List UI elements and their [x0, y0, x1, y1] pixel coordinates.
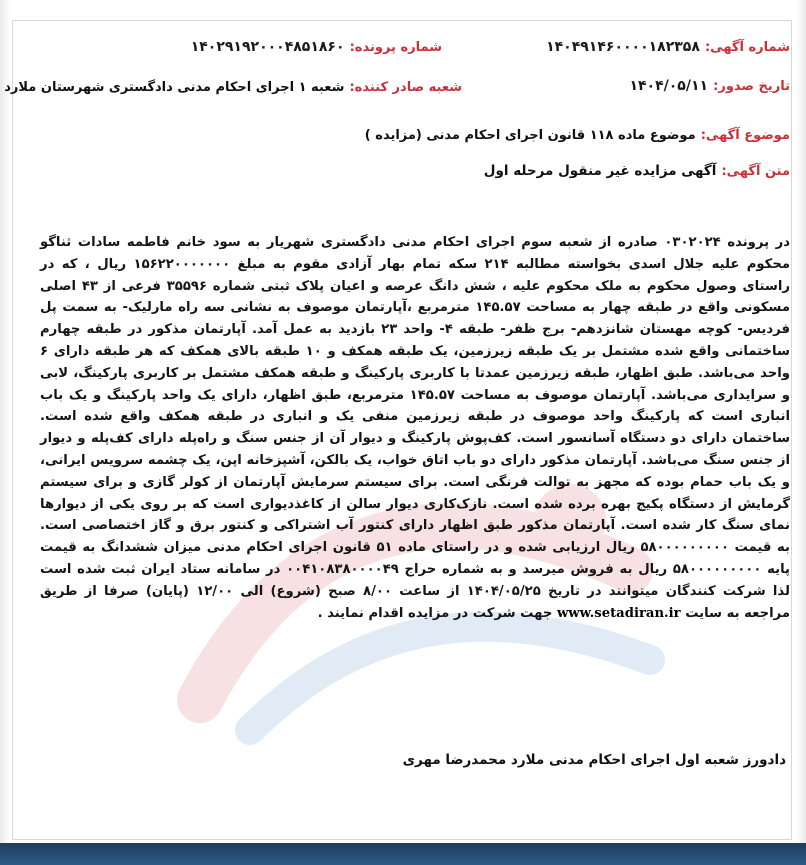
subject-label: موضوع آگهی:: [700, 128, 790, 143]
body-paragraph-end: جهت شرکت در مزایده اقدام نمایند .: [317, 605, 553, 621]
issue-date-row: [629, 75, 790, 94]
ad-number-label: شماره آگهی:: [704, 40, 790, 55]
issue-date-value: ۱۴۰۴/۰۵/۱۱: [629, 78, 709, 94]
case-number-label: شماره پرونده:: [349, 40, 442, 55]
ad-number-value: ۱۴۰۴۹۱۴۶۰۰۰۰۱۸۲۳۵۸: [546, 39, 700, 55]
notice-title-row: [484, 160, 790, 179]
issue-date-label: تاریخ صدور:: [713, 79, 790, 94]
subject-row: [365, 124, 790, 143]
notice-body: [40, 232, 790, 624]
footer-bar: [0, 843, 806, 865]
signature: دادورز شعبه اول اجرای احکام مدنی ملارد محمدرضا مهری: [402, 752, 786, 768]
ad-number-row: [546, 36, 790, 55]
notice-text-label: متن آگهی:: [721, 164, 790, 179]
case-number-row: [191, 36, 442, 55]
issuer-value: شعبه ۱ اجرای احکام مدنی دادگستری شهرستان ملارد: [4, 80, 345, 95]
notice-title: آگهی مزایده غیر منقول مرحله اول: [483, 163, 717, 179]
website-link[interactable]: www.setadiran.ir: [556, 605, 681, 621]
issuer-label: شعبه صادر کننده:: [349, 80, 462, 95]
case-number-value: ۱۴۰۲۹۱۹۲۰۰۰۴۸۵۱۸۶۰: [190, 39, 345, 55]
subject-value: موضوع ماده ۱۱۸ قانون اجرای احکام مدنی (مزایده ): [364, 128, 696, 143]
left-page-edge: [0, 0, 10, 843]
right-page-edge: [796, 0, 806, 843]
body-paragraph: در پرونده ۰۳۰۲۰۲۴ صادره از شعبه سوم اجرای احکام مدنی دادگستری شهریار به سود خانم فاطمه سادات ثناگو محکوم علیه جلال اسدی بخواسته مطالبه ۲۱۴ سکه تمام بهار آزادی مقوم به مبلغ ۱۵۶۲۲۰۰۰۰۰۰۰ ریال ، که در راستای وصول محکوم به ملک محکوم علیه ، شش دانگ عرصه و اعیان پلاک ثبتی شماره ۳۵۵۹۶ فرعی از ۴۳ اصلی مسکونی واقع در طبقه چهار به مساحت ۱۴۵.۵۷ مترمربع ،آپارتمان موصوف به نشانی سه راه مارلیک- به سمت پل فردیس- کوچه مهستان شانزدهم- برج ظفر- طبقه ۴- واحد ۲۳ بازدید به عمل آمد. آپارتمان مذکور در طبقه چهارم ساختمانی واقع شده مشتمل بر یک طبقه زیرزمین، یک طبقه همکف و ۱۰ طبقه بالای همکف که هر طبقه دارای ۶ واحد می‌باشد. طبق اظهار، طبقه زیرزمین عمدتا با کاربری پارکینگ و طبقه همکف مشتمل بر کاربری پارکینگ، لابی و سرایداری می‌باشد. آپارتمان موصوف به مساحت ۱۴۵.۵۷ مترمربع، طبق اظهار، دارای یک واحد پارکینگ و یک باب انباری است که پارکینگ واحد موصوف در طبقه زیرزمین منفی یک و انباری در طبقه همکف واقع شده است. ساختمان دارای دو دستگاه آسانسور است. کف‌پوش پارکینگ و دیوار آن از جنس سنگ و راه‌پله دارای کف‌پله و دیوار از جنس سنگ می‌باشد. آپارتمان مذکور دارای دو باب اتاق خواب، یک بالکن، آشپزخانه اپن، یک چشمه سرویس ایرانی، و یک باب حمام بوده که مجهز به توالت فرنگی است. برای سیستم سرمایش آپارتمان از کولر گازی و برای سیستم گرمایش از دستگاه پکیج بهره برده شده است. نازک‌کاری دیوار سالن از کاغذدیواری است که بر روی یکی از دیوارها نمای سنگ کار شده است. آپارتمان مذکور طبق اظهار دارای کنتور آب اشتراکی و کنتور برق و گاز اختصاصی است. به قیمت ۵۸۰۰۰۰۰۰۰۰۰ ریال ارزیابی شده و در راستای ماده ۵۱ قانون اجرای احکام مدنی میزان ششدانگ به قیمت پایه ۵۸۰۰۰۰۰۰۰۰۰ ریال به فروش میرسد و به شماره حراج ۰۰۴۱۰۸۳۸۰۰۰۰۴۹ در سامانه ستاد ایران ثبت شده است لذا شرکت کنندگان میتوانند در تاریخ ۱۴۰۴/۰۵/۲۵ از ساعت ۸/۰۰ صبح (شروع) الی ۱۲/۰۰ (پایان) صرفا از طریق مراجعه به سایت: [40, 235, 791, 621]
issuer-row: [4, 76, 462, 95]
